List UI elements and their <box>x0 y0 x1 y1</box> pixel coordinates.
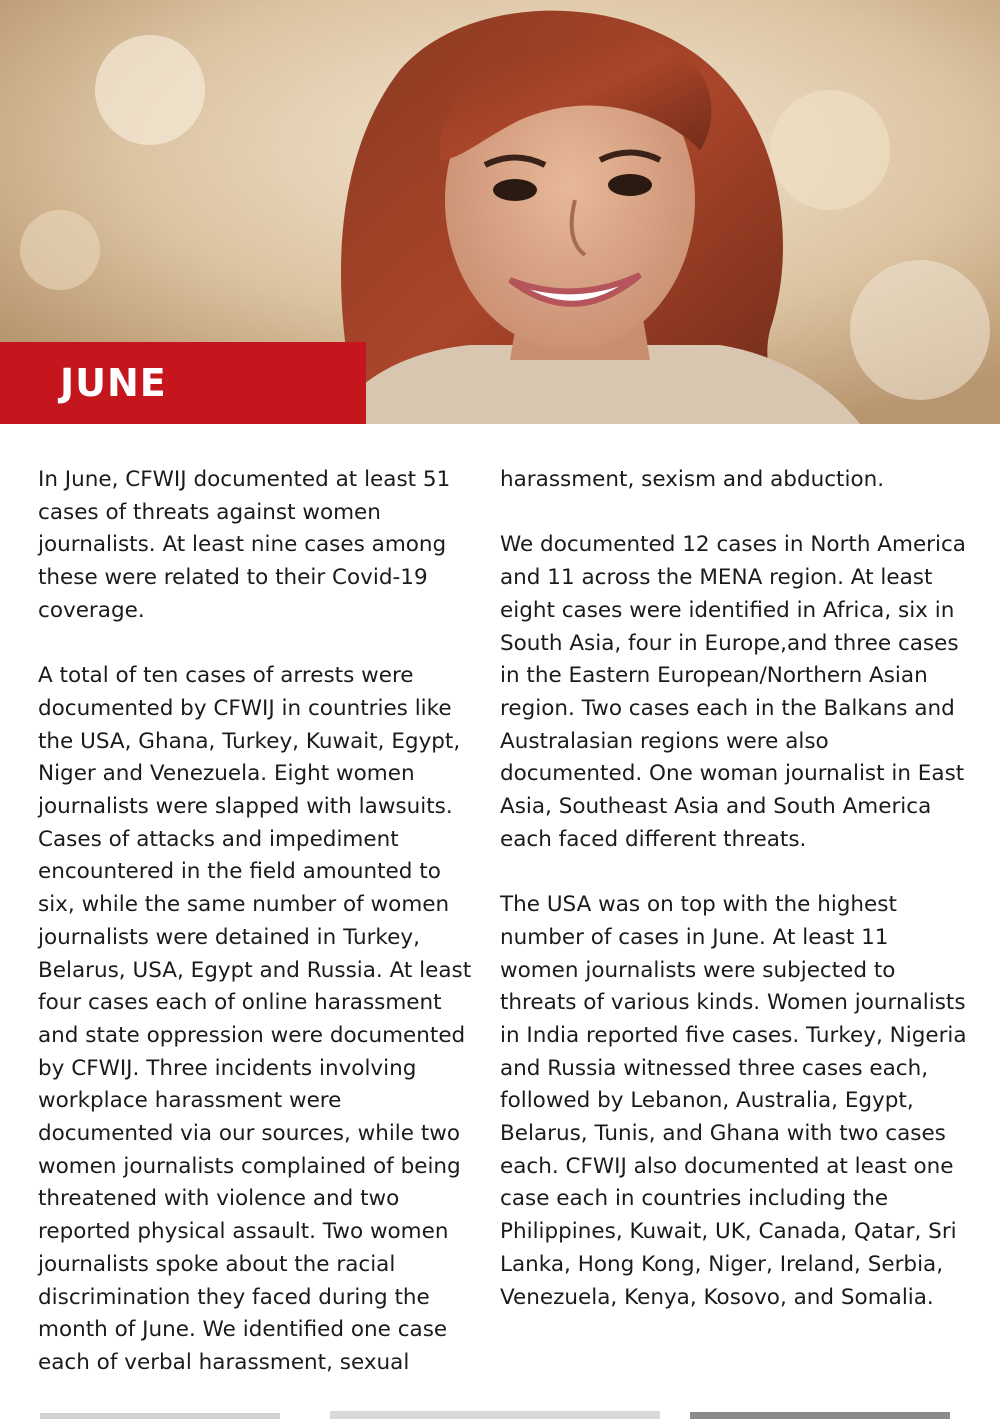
paragraph: In June, CFWIJ documented at least 51 cases of threats against women journalists. At least nine cases among these were related to their Covid-19 coverage. <box>38 467 451 623</box>
paragraph: harassment, sexism and abduction. <box>500 467 885 492</box>
paragraph: The USA was on top with the highest number of cases in June. At least 11 women journalists were subjected to threats of various kinds. Women journalists in India reported five cases. Turkey, Nigeria and Russia witnessed three cases each, followed by Lebanon, Australia, Egypt, Belarus, Tunis, and Ghana with two cases each. CFWIJ also documented at least one case each in countries including the Philippines, Kuwait, UK, Canada, Qatar, Sri Lanka, Hong Kong, Niger, Ireland, Serbia, Venezuela, Kenya, Kosovo, and Somalia. <box>500 892 967 1310</box>
bottom-photo-strip <box>0 1404 1000 1414</box>
paragraph: A total of ten cases of arrests were documented by CFWIJ in countries like the USA, Ghana, Turkey, Kuwait, Egypt, Niger and Venezuela. Eight women journalists were slapped with lawsuits. Cases of attacks and impediment encountered in the field amounted to six, while the same number of women journalists were detained in Turkey, Belarus, USA, Egypt and Russia. At least four cases each of online harassment and state oppression were documented by CFWIJ. Three incidents involving workplace harassment were documented via our sources, while two women journalists complained of being threatened with violence and two reported physical assault. Two women journalists spoke about the racial discrimination they faced during the month of June. We identified one case each of verbal harassment, sexual <box>38 663 472 1375</box>
right-column <box>500 464 970 1314</box>
month-banner <box>0 342 366 424</box>
left-column <box>38 464 478 1380</box>
month-title: JUNE <box>60 361 167 405</box>
paragraph: We documented 12 cases in North America and 11 across the MENA region. At least eight cases were identified in Africa, six in South Asia, four in Europe,and three cases in the Eastern European/Northern Asian region. Two cases each in the Balkans and Australasian regions were also documented. One woman journalist in East Asia, Southeast Asia and South America each faced different threats. <box>500 532 966 852</box>
